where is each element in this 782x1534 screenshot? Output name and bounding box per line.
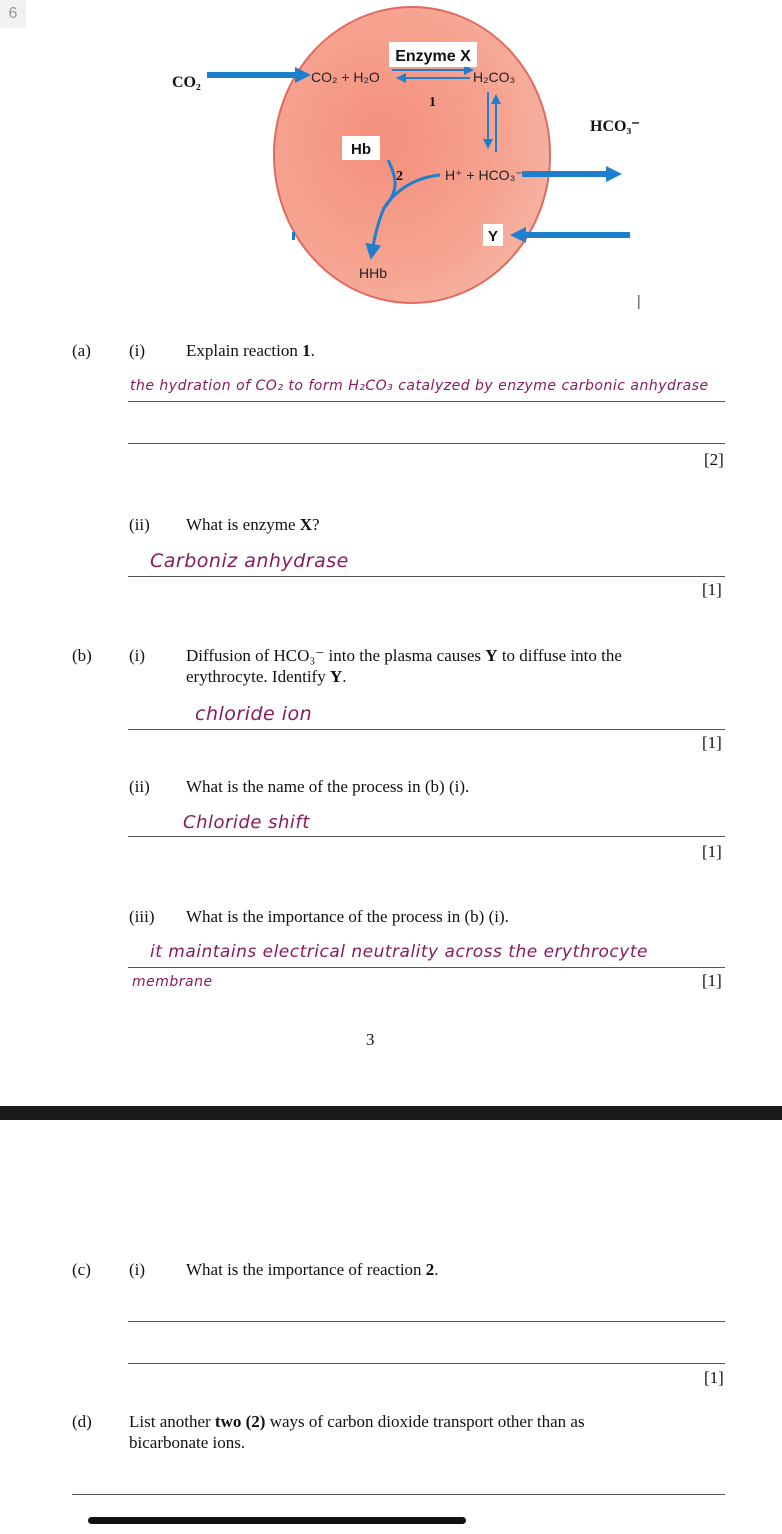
answer-a-i[interactable]: the hydration of CO₂ to form H₂CO₃ catalyzed by enzyme carbonic anhydrase <box>130 378 709 394</box>
q-b-iii-num: (iii) <box>129 907 155 926</box>
q-d-line1: List another two (2) ways of carbon dioxide transport other than as <box>129 1412 585 1431</box>
answer-b-iii-line2[interactable]: membrane <box>132 974 213 990</box>
reaction-left: CO₂ + H₂O <box>311 69 380 85</box>
answer-line <box>128 576 725 577</box>
hhb-label: HHb <box>359 265 388 281</box>
answer-line[interactable] <box>72 1494 725 1495</box>
answer-b-i[interactable]: chloride ion <box>195 703 313 725</box>
home-indicator <box>88 1517 466 1524</box>
ions-label: H⁺ + HCO₃⁻ <box>445 167 523 183</box>
marks-a-ii: [1] <box>702 580 722 599</box>
q-b-i-num: (i) <box>129 646 146 665</box>
reaction-1-number: 1 <box>429 95 436 110</box>
reaction-2-number: 2 <box>396 169 403 184</box>
q-a-i-num: (i) <box>129 341 146 360</box>
q-a-i-text: Explain reaction 1. <box>186 341 315 360</box>
q-a-ii-text: What is enzyme X? <box>186 515 320 534</box>
hco3-outside-label: HCO₃⁻ <box>590 118 640 135</box>
answer-line <box>128 967 725 968</box>
erythrocyte-diagram <box>0 0 782 320</box>
q-d-line2: bicarbonate ions. <box>129 1433 246 1452</box>
q-a-ii-num: (ii) <box>129 515 150 534</box>
q-b-iii-text: What is the importance of the process in (b) (i). <box>186 907 509 926</box>
marks-b-i: [1] <box>702 733 722 752</box>
page-number: 3 <box>366 1030 375 1049</box>
q-c-i-text: What is the importance of reaction 2. <box>186 1260 439 1279</box>
marks-b-iii: [1] <box>702 971 722 990</box>
hb-label: Hb <box>351 141 371 158</box>
answer-line <box>128 401 725 402</box>
answer-line <box>128 836 725 837</box>
marks-b-ii: [1] <box>702 842 722 861</box>
q-c-label: (c) <box>72 1260 91 1279</box>
answer-b-iii-line1[interactable]: it maintains electrical neutrality across the erythrocyte <box>150 942 648 962</box>
q-b-i-line2: erythrocyte. Identify Y. <box>186 667 347 686</box>
q-c-i-num: (i) <box>129 1260 146 1279</box>
q-b-i-line1: Diffusion of HCO₃⁻ into the plasma causes Y to diffuse into the <box>186 646 622 665</box>
answer-line[interactable] <box>128 1321 725 1322</box>
q-a-label: (a) <box>72 341 91 360</box>
answer-b-ii[interactable]: Chloride shift <box>183 812 310 833</box>
co2-outside-label: CO₂ <box>172 74 201 91</box>
reaction-right: H₂CO₃ <box>473 69 516 85</box>
marks-a-i: [2] <box>704 450 724 469</box>
q-b-label: (b) <box>72 646 92 665</box>
q-d-label: (d) <box>72 1412 92 1431</box>
answer-line[interactable] <box>128 1363 725 1364</box>
page-divider <box>0 1106 782 1120</box>
answer-a-ii[interactable]: Carboniz anhydrase <box>150 550 349 572</box>
answer-line <box>128 443 725 444</box>
y-label: Y <box>487 228 499 245</box>
q-b-ii-text: What is the name of the process in (b) (i). <box>186 777 470 796</box>
answer-line <box>128 729 725 730</box>
marks-c-i: [1] <box>704 1368 724 1387</box>
q-b-ii-num: (ii) <box>129 777 150 796</box>
page-badge: 6 <box>0 0 26 28</box>
enzyme-x-label: Enzyme X <box>395 48 471 65</box>
